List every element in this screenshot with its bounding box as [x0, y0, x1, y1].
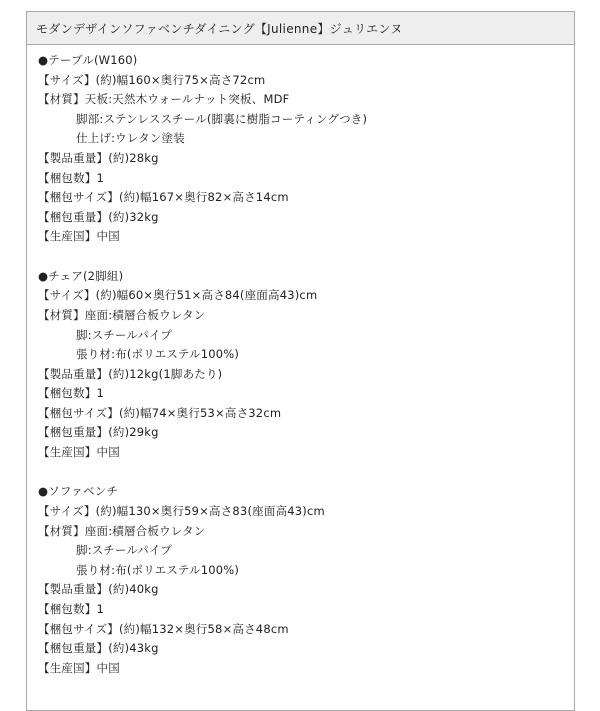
- spec-line: 【生産国】中国: [38, 445, 120, 460]
- spec-line: 【生産国】中国: [38, 660, 120, 675]
- spec-section: [38, 51, 574, 247]
- spec-line: 【梱包重量】(約)43kg: [38, 641, 159, 656]
- spec-line: 【梱包サイズ】(約)幅167×奥行82×高さ14cm: [38, 190, 289, 205]
- spec-line: 【梱包数】1: [38, 602, 105, 617]
- spec-line: 【サイズ】(約)幅160×奥行75×高さ72cm: [38, 72, 266, 87]
- spec-line: 【サイズ】(約)幅60×奥行51×高さ84(座面高43)cm: [38, 288, 318, 303]
- spec-line: 【梱包数】1: [38, 170, 105, 185]
- spec-line: 脚:スチールパイプ: [76, 327, 173, 342]
- spec-line: 【材質】座面:積層合板ウレタン: [38, 523, 206, 538]
- spec-line: 【製品重量】(約)12kg(1脚あたり): [38, 366, 223, 381]
- spec-box: [26, 11, 575, 711]
- spec-line: 【材質】天板:天然木ウォールナット突板、MDF: [38, 92, 290, 107]
- spec-line: 【製品重量】(約)40kg: [38, 582, 159, 597]
- section-heading: ●テーブル(W160): [38, 53, 138, 67]
- spec-line: 脚部:ステンレススチール(脚裏に樹脂コーティングつき): [76, 111, 368, 126]
- spec-title: モダンデザインソファベンチダイニング【Julienne】ジュリエンヌ: [36, 21, 403, 36]
- spec-line: 【サイズ】(約)幅130×奥行59×高さ83(座面高43)cm: [38, 504, 325, 519]
- spec-line: 【梱包サイズ】(約)幅132×奥行58×高さ48cm: [38, 621, 289, 636]
- spec-line: 【生産国】中国: [38, 229, 120, 244]
- section-heading: ●ソファベンチ: [38, 484, 119, 499]
- spec-line: 【製品重量】(約)28kg: [38, 150, 159, 165]
- spec-line: 張り材:布(ポリエステル100%): [76, 562, 240, 577]
- spec-line: 張り材:布(ポリエステル100%): [76, 347, 240, 362]
- spec-title-bar: [27, 12, 574, 45]
- spec-body: [27, 45, 574, 678]
- spec-line: 【材質】座面:積層合板ウレタン: [38, 307, 206, 322]
- spec-line: 仕上げ:ウレタン塗装: [76, 131, 185, 146]
- spec-line: 【梱包数】1: [38, 386, 105, 401]
- spec-line: 【梱包重量】(約)32kg: [38, 209, 159, 224]
- section-heading: ●チェア(2脚組): [38, 268, 124, 283]
- spec-line: 脚:スチールパイプ: [76, 543, 173, 558]
- spec-section: [38, 267, 574, 463]
- spec-line: 【梱包重量】(約)29kg: [38, 425, 159, 440]
- spec-section: [38, 482, 574, 678]
- spec-line: 【梱包サイズ】(約)幅74×奥行53×高さ32cm: [38, 405, 282, 420]
